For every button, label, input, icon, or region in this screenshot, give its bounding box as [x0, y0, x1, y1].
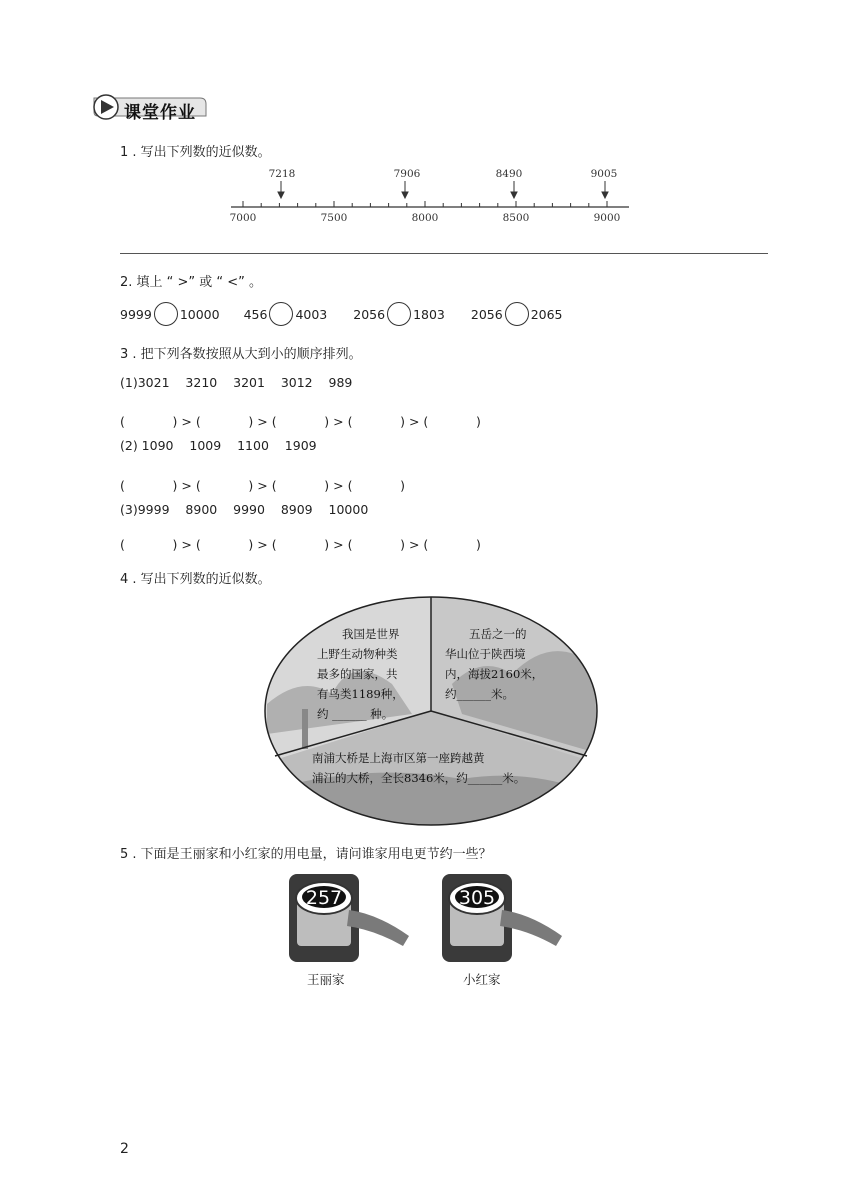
tick-label: 7500 — [320, 212, 348, 224]
fact-bottom-line: 浦江的大桥，全长8346米，约______米。 — [312, 771, 526, 785]
section-title: 课堂作业 — [124, 103, 196, 123]
q3-prompt: 3 . 把下列各数按照从大到小的顺序排列。 — [120, 347, 362, 362]
meter-label: 王丽家 — [307, 972, 345, 987]
marked-label: 8490 — [495, 168, 523, 180]
q5-prompt: 5 . 下面是王丽家和小红家的用电量，请问谁家用电更节约一些？ — [120, 847, 492, 862]
q3-group2-numbers: (2) 1090 1009 1100 1909 — [120, 438, 317, 453]
fact-left-line: 最多的国家，共 — [317, 667, 398, 681]
answer-circle[interactable] — [387, 302, 411, 326]
fact-right-line: 内，海拔2160米， — [445, 667, 544, 681]
divider — [120, 253, 768, 254]
marked-label: 7906 — [393, 168, 421, 180]
compare-row — [120, 302, 640, 326]
number-line — [225, 162, 645, 232]
marked-label: 7218 — [268, 168, 296, 180]
answer-circle[interactable] — [505, 302, 529, 326]
tick-label: 8500 — [502, 212, 530, 224]
meter-reading: 305 — [458, 887, 496, 909]
compare-item: 456 4003 — [244, 302, 328, 326]
compare-item: 2056 2065 — [471, 302, 563, 326]
q3-group1-numbers: (1)3021 3210 3201 3012 989 — [120, 375, 353, 390]
tick-label: 9000 — [593, 212, 621, 224]
q2-prompt: 2. 填上 “ >” 或 “ <” 。 — [120, 275, 263, 290]
fact-bottom-line: 南浦大桥是上海市区第一座跨越黄 — [312, 751, 485, 765]
electric-meter-wangli — [283, 868, 413, 964]
fact-right-line: 华山位于陕西境 — [445, 647, 526, 661]
tick-label: 7000 — [229, 212, 257, 224]
meter-reading: 257 — [305, 887, 343, 909]
meter-label: 小红家 — [463, 972, 501, 987]
q3-group2-answer[interactable]: ( ) > ( ) > ( ) > ( ) — [120, 478, 405, 493]
page-number: 2 — [120, 1141, 129, 1157]
facts-ellipse — [262, 594, 600, 828]
compare-item: 9999 10000 — [120, 302, 220, 326]
compare-item: 2056 1803 — [353, 302, 445, 326]
fact-left-line: 上野生动物种类 — [317, 647, 398, 661]
fact-left-line: 约 ______ 种。 — [317, 707, 394, 721]
q4-prompt: 4 . 写出下列数的近似数。 — [120, 572, 271, 587]
electric-meter-xiaohong — [436, 868, 566, 964]
answer-circle[interactable] — [154, 302, 178, 326]
fact-left-line: 有鸟类1189种， — [317, 687, 404, 701]
fact-right-line: 五岳之一的 — [469, 627, 527, 641]
q3-group3-numbers: (3)9999 8900 9990 8909 10000 — [120, 502, 369, 517]
answer-circle[interactable] — [269, 302, 293, 326]
q3-group1-answer[interactable]: ( ) > ( ) > ( ) > ( ) > ( ) — [120, 414, 481, 429]
q1-prompt: 1 . 写出下列数的近似数。 — [120, 145, 271, 160]
marked-label: 9005 — [590, 168, 618, 180]
fact-right-line: 约______米。 — [445, 687, 514, 701]
fact-left-line: 我国是世界 — [342, 627, 400, 641]
q3-group3-answer[interactable]: ( ) > ( ) > ( ) > ( ) > ( ) — [120, 537, 481, 552]
tick-label: 8000 — [411, 212, 439, 224]
